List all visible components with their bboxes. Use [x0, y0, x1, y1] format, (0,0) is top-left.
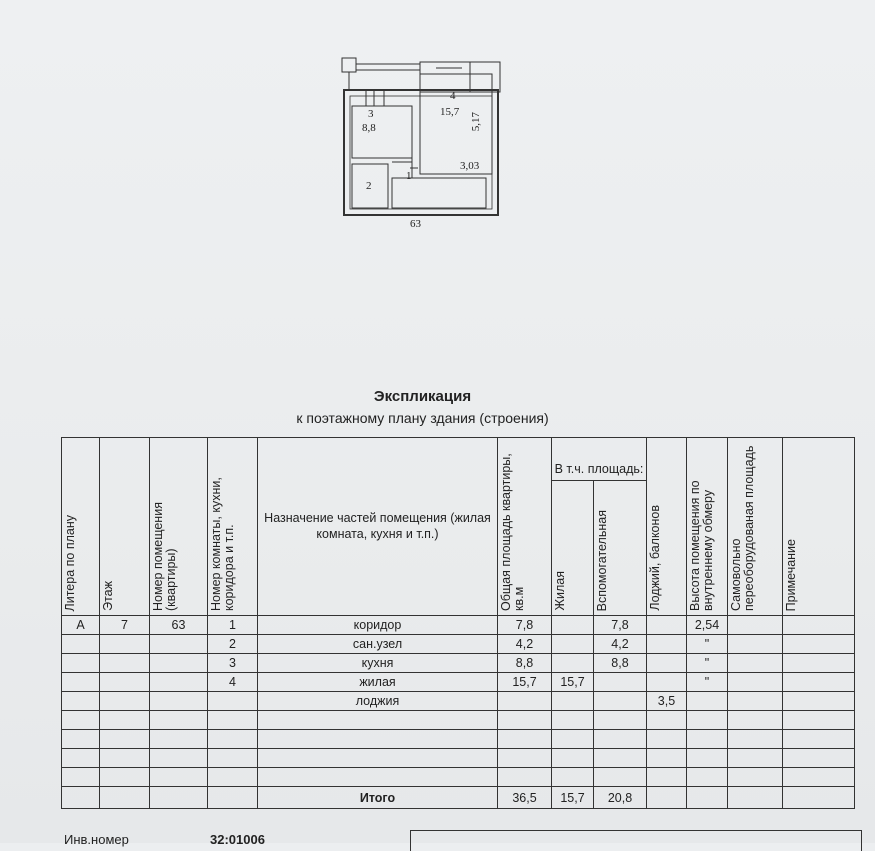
table-cell-room_no: 1	[208, 616, 258, 635]
table-cell-total: 15,7	[498, 673, 552, 692]
table-cell-floor	[100, 730, 150, 749]
table-cell-apartment	[150, 692, 208, 711]
table-total-row	[62, 787, 855, 809]
table-cell-apartment	[150, 654, 208, 673]
table-cell-purpose: коридор	[258, 616, 498, 635]
table-cell-litera	[62, 635, 100, 654]
total-aux-value: 20,8	[594, 787, 647, 809]
table-cell-aux	[594, 749, 647, 768]
dimension-vertical: 5,17	[470, 112, 482, 132]
table-cell-height	[687, 768, 728, 787]
table-cell-living	[552, 768, 594, 787]
table-cell-living	[552, 711, 594, 730]
table-cell-total	[498, 711, 552, 730]
table-cell-height: "	[687, 673, 728, 692]
table-cell-self	[728, 635, 783, 654]
table-cell-aux: 4,2	[594, 635, 647, 654]
table-cell-litera	[62, 692, 100, 711]
table-cell-room_no: 2	[208, 635, 258, 654]
header-cell-loggia: Лоджий, балконов	[647, 438, 687, 616]
table-cell-loggia: 3,5	[647, 692, 687, 711]
header-cell-auxiliary: Вспомогательная	[594, 481, 647, 616]
room-4-area: 15,7	[440, 106, 460, 118]
table-cell-note	[783, 616, 855, 635]
table-cell-self	[728, 711, 783, 730]
table-cell-purpose	[258, 711, 498, 730]
table-cell-aux	[594, 768, 647, 787]
table-row	[62, 635, 855, 654]
table-header-row	[62, 438, 855, 481]
table-cell-floor	[100, 692, 150, 711]
table-cell-purpose: сан.узел	[258, 635, 498, 654]
table-cell-total	[498, 730, 552, 749]
table-cell-floor: 7	[100, 616, 150, 635]
table-cell-loggia	[647, 730, 687, 749]
table-cell-floor	[100, 673, 150, 692]
table-cell-self	[728, 768, 783, 787]
document-title: Экспликация	[373, 388, 472, 405]
table-row	[62, 711, 855, 730]
document-subtitle: к поэтажному плану здания (строения)	[296, 410, 549, 426]
table-cell-loggia	[647, 749, 687, 768]
table-row	[62, 692, 855, 711]
table-row	[62, 673, 855, 692]
table-cell-note	[783, 654, 855, 673]
table-cell-room_no	[208, 749, 258, 768]
explication-table	[61, 437, 855, 809]
table-cell-purpose	[258, 749, 498, 768]
table-cell-self	[728, 730, 783, 749]
header-cell-including-area: В т.ч. площадь:	[552, 438, 647, 481]
dimension-horizontal: 3,03	[460, 160, 480, 172]
header-cell-room-number: Номер комнаты, кухни, коридора и т.п.	[208, 438, 258, 616]
table-cell-loggia	[647, 768, 687, 787]
room-1-number: 1	[406, 170, 412, 182]
table-cell-loggia	[647, 673, 687, 692]
table-cell-self	[728, 616, 783, 635]
table-cell-height: "	[687, 654, 728, 673]
table-cell-purpose	[258, 768, 498, 787]
table-cell-loggia	[647, 654, 687, 673]
table-cell-apartment	[150, 673, 208, 692]
table-cell-litera	[62, 749, 100, 768]
table-cell-loggia	[647, 616, 687, 635]
table-cell-living	[552, 749, 594, 768]
table-cell-apartment	[150, 768, 208, 787]
table-cell-self	[728, 654, 783, 673]
header-cell-total-area: Общая площадь квартиры, кв.м	[498, 438, 552, 616]
table-cell-floor	[100, 711, 150, 730]
table-cell-height	[687, 692, 728, 711]
table-cell-floor	[100, 635, 150, 654]
table-cell-litera	[62, 768, 100, 787]
table-cell-height	[687, 749, 728, 768]
table-cell-loggia	[647, 711, 687, 730]
table-cell-note	[783, 749, 855, 768]
header-cell-apartment: Номер помещения (квартиры)	[150, 438, 208, 616]
table-cell-living	[552, 635, 594, 654]
inventory-label: Инв.номер	[64, 832, 129, 847]
table-cell-litera: А	[62, 616, 100, 635]
table-cell-purpose: жилая	[258, 673, 498, 692]
table-cell-living	[552, 730, 594, 749]
table-cell-floor	[100, 654, 150, 673]
table-cell-self	[728, 673, 783, 692]
table-cell-note	[783, 711, 855, 730]
table-cell-apartment: 63	[150, 616, 208, 635]
room-2-number: 2	[366, 180, 372, 192]
table-row	[62, 654, 855, 673]
table-cell-note	[783, 730, 855, 749]
table-cell-floor	[100, 749, 150, 768]
table-cell-aux	[594, 730, 647, 749]
stamp-box	[410, 830, 862, 851]
table-cell-room_no	[208, 711, 258, 730]
table-cell-living	[552, 616, 594, 635]
table-row	[62, 749, 855, 768]
table-cell-apartment	[150, 635, 208, 654]
plan-labels	[336, 50, 506, 235]
table-row	[62, 768, 855, 787]
header-cell-note: Примечание	[783, 438, 855, 616]
table-cell-loggia	[647, 635, 687, 654]
table-cell-height	[687, 730, 728, 749]
table-cell-room_no	[208, 768, 258, 787]
table-cell-room_no: 3	[208, 654, 258, 673]
table-cell-aux	[594, 692, 647, 711]
room-4-number: 4	[450, 90, 456, 102]
table-cell-note	[783, 768, 855, 787]
table-cell-room_no: 4	[208, 673, 258, 692]
table-cell-height: "	[687, 635, 728, 654]
table-cell-floor	[100, 768, 150, 787]
table-cell-total	[498, 692, 552, 711]
table-cell-living: 15,7	[552, 673, 594, 692]
total-label: Итого	[258, 787, 498, 809]
table-cell-apartment	[150, 711, 208, 730]
table-cell-note	[783, 673, 855, 692]
table-cell-self	[728, 749, 783, 768]
total-area-value: 36,5	[498, 787, 552, 809]
apartment-number-label: 63	[410, 218, 421, 230]
table-cell-aux: 8,8	[594, 654, 647, 673]
header-cell-self-rebuilt: Самовольно переоборудованая площадь	[728, 438, 783, 616]
total-living-value: 15,7	[552, 787, 594, 809]
table-cell-total	[498, 768, 552, 787]
inventory-number: 32:01006	[210, 832, 265, 847]
table-cell-total: 7,8	[498, 616, 552, 635]
table-row	[62, 730, 855, 749]
table-cell-height	[687, 711, 728, 730]
table-row	[62, 616, 855, 635]
table-cell-aux	[594, 711, 647, 730]
header-cell-living: Жилая	[552, 481, 594, 616]
table-cell-living	[552, 654, 594, 673]
header-cell-litera: Литера по плану	[62, 438, 100, 616]
table-cell-apartment	[150, 749, 208, 768]
table-cell-purpose: кухня	[258, 654, 498, 673]
header-cell-purpose: Назначение частей помещения (жилая комната, кухня и т.п.)	[258, 438, 498, 616]
table-cell-litera	[62, 673, 100, 692]
table-cell-note	[783, 692, 855, 711]
table-cell-total: 4,2	[498, 635, 552, 654]
table-cell-living	[552, 692, 594, 711]
table-cell-total: 8,8	[498, 654, 552, 673]
table-cell-room_no	[208, 692, 258, 711]
table-cell-apartment	[150, 730, 208, 749]
header-cell-height: Высота помещения по внутреннему обмеру	[687, 438, 728, 616]
header-cell-floor: Этаж	[100, 438, 150, 616]
table-cell-total	[498, 749, 552, 768]
table-cell-litera	[62, 711, 100, 730]
room-3-number: 3	[368, 108, 374, 120]
table-cell-purpose: лоджия	[258, 692, 498, 711]
table-cell-room_no	[208, 730, 258, 749]
table-cell-height: 2,54	[687, 616, 728, 635]
table-cell-aux	[594, 673, 647, 692]
table-cell-litera	[62, 730, 100, 749]
room-3-area: 8,8	[362, 122, 376, 134]
table-cell-aux: 7,8	[594, 616, 647, 635]
table-cell-litera	[62, 654, 100, 673]
table-cell-note	[783, 635, 855, 654]
table-cell-self	[728, 692, 783, 711]
table-cell-purpose	[258, 730, 498, 749]
